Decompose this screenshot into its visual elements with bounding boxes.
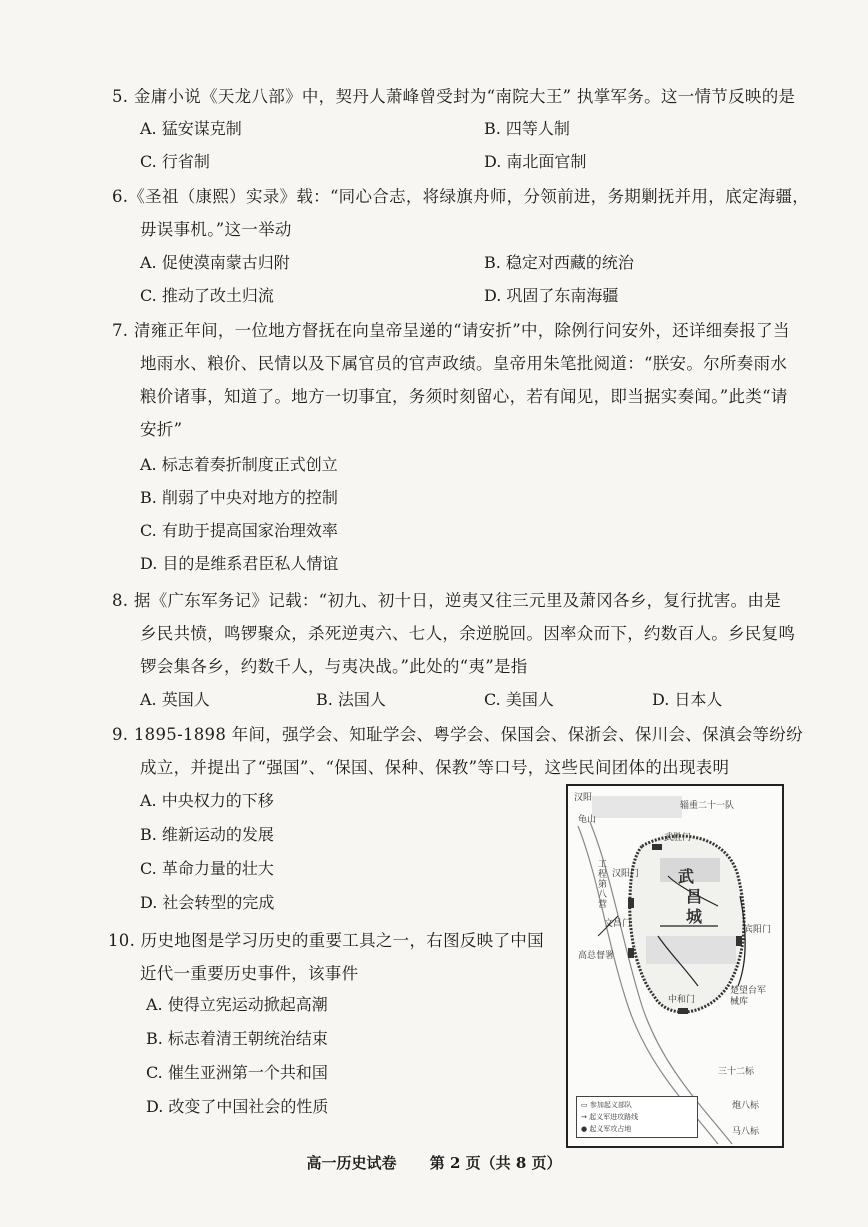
q9-option-c: C. 革命力量的壮大 [140, 859, 274, 878]
page-footer [0, 1152, 868, 1173]
map-label-cheng: 城 [686, 907, 703, 926]
q6-option-a: A. 促使漠南蒙古归附 [140, 253, 290, 272]
question-8 [112, 584, 796, 683]
question-7-line-3: 粮价诸事，知道了。地方一切事宜，务须时刻留心，若有闻见，即当据实奏闻。”此类“请 [140, 387, 788, 406]
question-10-line-1: 10. 历史地图是学习历史的重要工具之一，右图反映了中国 [108, 931, 544, 950]
q9-option-a: A. 中央权力的下移 [140, 791, 274, 810]
map-legend [576, 1096, 698, 1138]
q7-option-d: D. 目的是维系君臣私人情谊 [140, 554, 339, 573]
legend-route-label: 起义军进攻路线 [589, 1113, 639, 1121]
question-8-line-1: 8. 据《广东军务记》记载：“初九、初十日，逆夷又往三元里及萧冈各乡，复行扰害。由是 [112, 591, 782, 610]
legend-captured-label: 起义军攻占地 [589, 1125, 632, 1133]
question-6 [112, 180, 810, 246]
map-label-wenchangmen: 文昌门 [604, 919, 632, 929]
q8-option-d: D. 日本人 [652, 690, 723, 709]
footer-subject: 高一历史试卷 [306, 1154, 397, 1172]
map-label-chang: 昌 [686, 887, 703, 906]
q8-option-c: C. 美国人 [484, 690, 554, 709]
q10-option-c: C. 催生亚洲第一个共和国 [146, 1063, 328, 1082]
q6-option-c: C. 推动了改土归流 [140, 286, 274, 305]
q6-option-d: D. 巩固了东南海疆 [484, 286, 619, 305]
map-label-cavalry-21: 辎重二十一队 [680, 801, 735, 811]
map-label-hanyang: 汉阳 [574, 793, 593, 803]
map-label-guishan: 龟山 [578, 815, 597, 825]
question-8-line-2: 乡民共愤，鸣锣聚众，杀死逆夷六、七人，余逆脱回。因率众而下，约数百人。乡民复鸣 [140, 624, 796, 643]
q8-option-a: A. 英国人 [140, 690, 210, 709]
q8-option-b: B. 法国人 [316, 690, 386, 709]
question-7-line-4: 安折” [140, 420, 183, 439]
question-7-line-1: 7. 清雍正年间，一位地方督抚在向皇帝呈递的“请安折”中，除例行问安外，还详细奏报了当 [112, 321, 790, 340]
question-10 [108, 924, 558, 990]
map-label-zhonghemen: 中和门 [668, 995, 696, 1005]
map-label-cavalry-8: 马八标 [732, 1127, 760, 1137]
legend-item-route: → 起义军进攻路线 [581, 1113, 639, 1121]
q7-option-c: C. 有助于提高国家治理效率 [140, 521, 338, 540]
question-5 [112, 80, 796, 113]
map-label-binyangmen: 宾阳门 [744, 925, 772, 935]
question-7 [112, 314, 792, 446]
map-label-wu: 武 [678, 867, 695, 886]
q5-option-b: B. 四等人制 [484, 119, 570, 138]
map-label-32nd: 三十二标 [718, 1067, 755, 1077]
q5-option-d: D. 南北面官制 [484, 152, 587, 171]
map-label-artillery-8: 炮八标 [732, 1101, 760, 1111]
question-9-line-2: 成立，并提出了“强国”、“保国、保种、保教”等口号，这些民间团体的出现表明 [140, 758, 730, 777]
q10-option-d: D. 改变了中国社会的性质 [146, 1097, 329, 1116]
question-9 [112, 718, 803, 784]
question-6-stem-line-2: 毋误事机。”这一举动 [140, 220, 292, 239]
map-label-wushengmen: 武胜门 [664, 833, 692, 843]
map-label-chuwangtai-arsenal: 楚望台军械库 [730, 986, 767, 1007]
map-label-engineer-8: 工程第八营 [598, 860, 608, 910]
question-7-line-2: 地雨水、粮价、民情以及下属官员的官声政绩。皇帝用朱笔批阅道：“朕安。尔所奏雨水 [140, 354, 788, 373]
legend-troops-label: 参加起义部队 [589, 1101, 632, 1109]
q10-option-a: A. 使得立宪运动掀起高潮 [146, 995, 328, 1014]
wuchang-uprising-map [566, 784, 784, 1148]
q10-option-b: B. 标志着清王朝统治结束 [146, 1029, 328, 1048]
q6-option-b: B. 稳定对西藏的统治 [484, 253, 634, 272]
map-label-governor-office: 高总督署 [578, 951, 615, 961]
question-8-line-3: 锣会集各乡，约数千人，与夷决战。”此处的“夷”是指 [140, 657, 528, 676]
q5-option-c: C. 行省制 [140, 152, 210, 171]
legend-item-captured: ● 起义军攻占地 [581, 1125, 632, 1133]
map-label-hanyangmen: 汉阳门 [612, 869, 640, 879]
legend-item-troops: ▭ 参加起义部队 [581, 1101, 632, 1109]
q9-option-b: B. 维新运动的发展 [140, 825, 274, 844]
question-10-line-2: 近代一重要历史事件，该事件 [140, 964, 359, 983]
q7-option-b: B. 削弱了中央对地方的控制 [140, 488, 338, 507]
q7-option-a: A. 标志着奏折制度正式创立 [140, 455, 338, 474]
question-9-line-1: 9. 1895-1898 年间，强学会、知耻学会、粤学会、保国会、保浙会、保川会、保滇会等纷纷 [112, 725, 803, 744]
footer-page-number: 第 2 页（共 8 页） [429, 1154, 562, 1172]
question-6-stem-line-1: 6.《圣祖（康熙）实录》载：“同心合志，将绿旗舟师，分领前进，务期剿抚并用，底定海疆， [112, 187, 810, 206]
q5-option-a: A. 猛安谋克制 [140, 119, 242, 138]
q9-option-d: D. 社会转型的完成 [140, 893, 275, 912]
question-5-stem: 5. 金庸小说《天龙八部》中，契丹人萧峰曾受封为“南院大王” 执掌军务。这一情节反映的是 [112, 87, 796, 106]
